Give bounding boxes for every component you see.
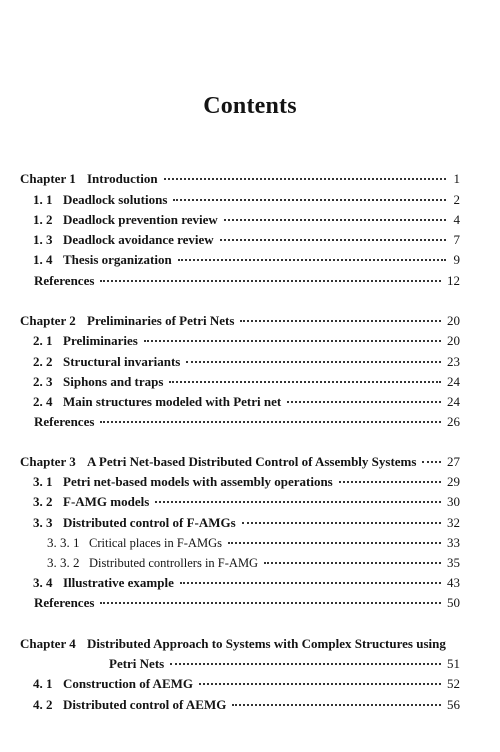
entry-title: Structural invariants [63, 354, 181, 369]
dot-leader [422, 461, 441, 463]
entry-title: Distributed controllers in F-AMG [89, 556, 259, 570]
entry-title: Main structures modeled with Petri net [63, 394, 282, 409]
page-number: 20 [447, 313, 460, 328]
dot-leader [155, 501, 441, 503]
page-number: 4 [453, 212, 460, 227]
toc-entry-subsection-3-3-2[interactable] [47, 555, 460, 571]
page-number: 2 [453, 192, 460, 207]
dot-leader [178, 259, 446, 261]
page-number: 29 [447, 474, 460, 489]
entry-title: Petri Nets [109, 656, 165, 671]
dot-leader [186, 361, 441, 363]
page-number: 52 [447, 676, 460, 691]
page-number: 43 [447, 575, 460, 590]
toc-entry-section-2-4[interactable] [33, 394, 460, 410]
toc-entry-section-1-2[interactable] [33, 212, 460, 228]
entry-title: Critical places in F-AMGs [89, 536, 222, 550]
page-number: 56 [447, 697, 460, 712]
toc-entry-section-4-1[interactable] [33, 676, 460, 692]
toc-entry-section-1-4[interactable] [33, 252, 460, 268]
page-number: 27 [447, 454, 460, 469]
entry-number: 1. 3 [33, 232, 53, 247]
dot-leader [100, 421, 441, 423]
page-number: 51 [447, 656, 460, 671]
entry-title: References [34, 595, 95, 610]
toc-entry-section-2-2[interactable] [33, 354, 460, 370]
toc-entry-subsection-3-3-1[interactable] [47, 535, 460, 551]
page-number: 24 [447, 374, 460, 389]
toc-entry-section-2-1[interactable] [33, 333, 460, 349]
dot-leader [180, 582, 441, 584]
dot-leader [228, 542, 441, 544]
entry-title: Preliminaries [63, 333, 138, 348]
entry-number: Chapter 2 [20, 313, 76, 328]
dot-leader [100, 280, 441, 282]
dot-leader [232, 704, 441, 706]
toc-entry-references-1[interactable] [34, 273, 460, 289]
entry-number: 3. 3. 2 [47, 555, 80, 570]
entry-number: 3. 1 [33, 474, 53, 489]
toc-entry-section-1-3[interactable] [33, 232, 460, 248]
dot-leader [339, 481, 441, 483]
page-number: 12 [447, 273, 460, 288]
page-number: 33 [447, 535, 460, 550]
entry-title: Distributed Approach to Systems with Complex Structures using [87, 636, 446, 651]
toc-entry-section-2-3[interactable] [33, 374, 460, 390]
entry-number: Chapter 1 [20, 171, 76, 186]
toc-entry-section-4-2[interactable] [33, 697, 460, 713]
entry-title: Deadlock solutions [63, 192, 168, 207]
toc-entry-section-3-3[interactable] [33, 515, 460, 531]
dot-leader [242, 522, 441, 524]
entry-title: A Petri Net-based Distributed Control of Assembly Systems [87, 454, 417, 469]
entry-number: 2. 4 [33, 394, 53, 409]
dot-leader [100, 602, 441, 604]
toc-entry-section-3-1[interactable] [33, 474, 460, 490]
entry-number: 3. 3. 1 [47, 535, 80, 550]
dot-leader [170, 663, 441, 665]
page-number: 9 [453, 252, 460, 267]
entry-title: Thesis organization [63, 252, 172, 267]
entry-number: 4. 2 [33, 697, 53, 712]
page-number: 7 [453, 232, 460, 247]
page-number: 50 [447, 595, 460, 610]
dot-leader [264, 562, 441, 564]
entry-title: References [34, 414, 95, 429]
entry-number: 2. 1 [33, 333, 53, 348]
toc-entry-chapter-4[interactable] [20, 636, 450, 652]
toc-entry-section-3-4[interactable] [33, 575, 460, 591]
toc-entry-references-3[interactable] [34, 595, 460, 611]
entry-title: Illustrative example [63, 575, 174, 590]
entry-title: Distributed control of AEMG [63, 697, 227, 712]
dot-leader [240, 320, 441, 322]
toc-entry-section-3-2[interactable] [33, 494, 460, 510]
entry-title: Siphons and traps [63, 374, 164, 389]
entry-number: 3. 2 [33, 494, 53, 509]
toc-entry-chapter-3[interactable] [20, 454, 460, 470]
page-number: 32 [447, 515, 460, 530]
page-number: 20 [447, 333, 460, 348]
entry-title: Deadlock avoidance review [63, 232, 214, 247]
toc-entry-chapter-1[interactable] [20, 171, 460, 187]
entry-title: Deadlock prevention review [63, 212, 218, 227]
page-number: 24 [447, 394, 460, 409]
page-title: Contents [203, 93, 297, 119]
dot-leader [169, 381, 441, 383]
dot-leader [144, 340, 441, 342]
entry-number: Chapter 4 [20, 636, 76, 651]
toc-entry-chapter-2[interactable] [20, 313, 460, 329]
entry-number: 3. 3 [33, 515, 53, 530]
entry-title: Petri net-based models with assembly operations [63, 474, 333, 489]
page-number: 35 [447, 555, 460, 570]
entry-title: References [34, 273, 95, 288]
entry-title: Distributed control of F-AMGs [63, 515, 236, 530]
entry-title: Introduction [87, 171, 158, 186]
page-number: 1 [453, 171, 460, 186]
page-number: 26 [447, 414, 460, 429]
dot-leader [199, 683, 441, 685]
toc-entry-references-2[interactable] [34, 414, 460, 430]
entry-number: Chapter 3 [20, 454, 76, 469]
page-number: 30 [447, 494, 460, 509]
dot-leader [220, 239, 446, 241]
entry-number: 3. 4 [33, 575, 53, 590]
toc-entry-chapter-4-continued[interactable] [109, 656, 460, 672]
dot-leader [287, 401, 441, 403]
entry-number: 1. 2 [33, 212, 53, 227]
dot-leader [224, 219, 446, 221]
dot-leader [173, 199, 446, 201]
entry-number: 1. 4 [33, 252, 53, 267]
page-number: 23 [447, 354, 460, 369]
entry-title: Preliminaries of Petri Nets [87, 313, 235, 328]
toc-entry-section-1-1[interactable] [33, 192, 460, 208]
entry-title: Construction of AEMG [63, 676, 193, 691]
entry-number: 1. 1 [33, 192, 53, 207]
entry-number: 2. 2 [33, 354, 53, 369]
entry-title: F-AMG models [63, 494, 150, 509]
dot-leader [164, 178, 446, 180]
entry-number: 2. 3 [33, 374, 53, 389]
entry-number: 4. 1 [33, 676, 53, 691]
